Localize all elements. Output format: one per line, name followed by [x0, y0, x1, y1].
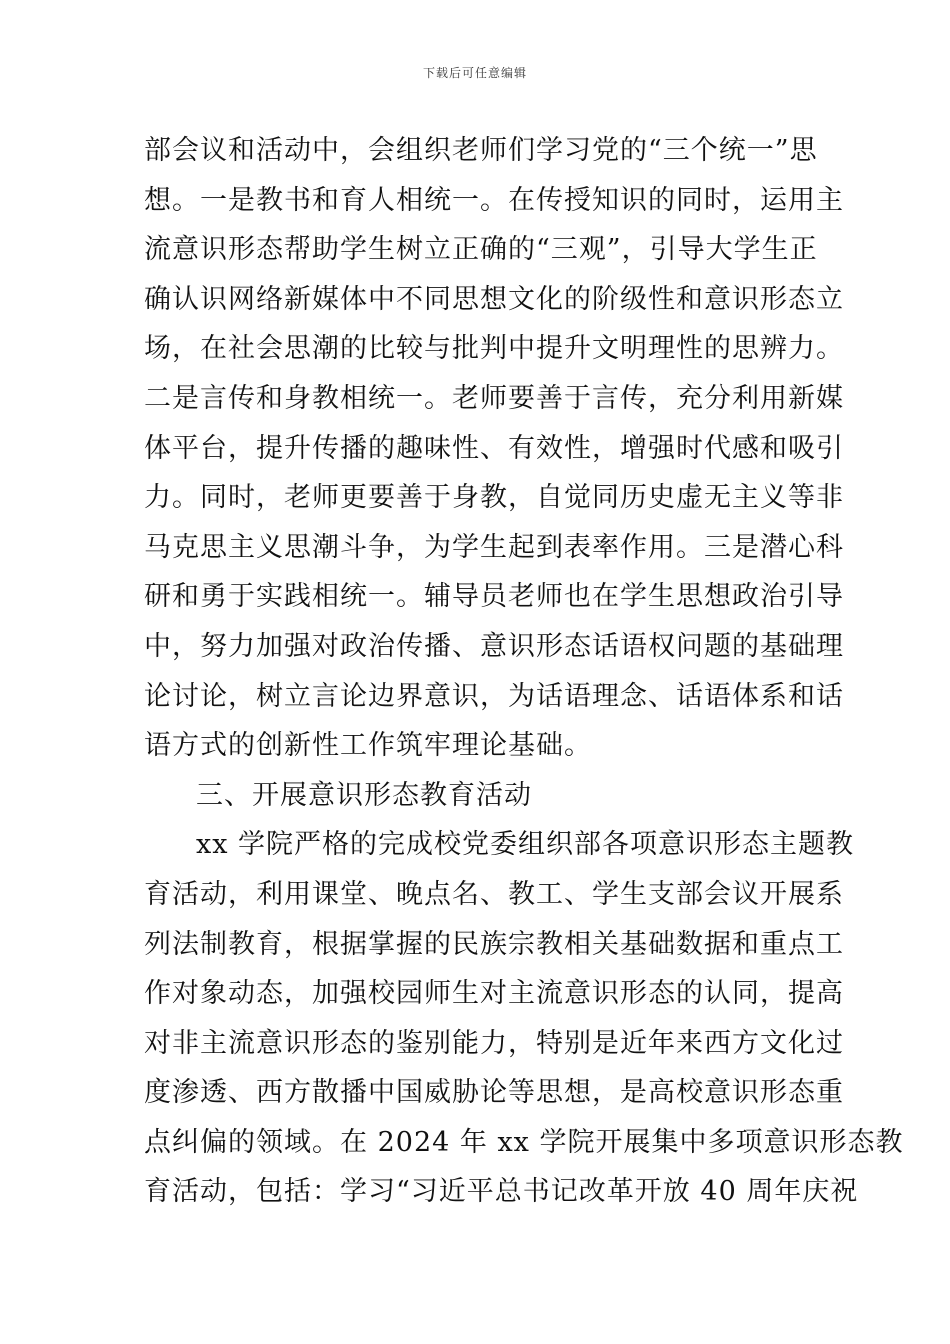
paragraph-line: 研和勇于实践相统一。辅导员老师也在学生思想政治引导 — [144, 581, 844, 613]
header-note: 下载后可任意编辑 — [422, 66, 527, 80]
paragraph-line: 度渗透、西方散播中国威胁论等思想，是高校意识形态重 — [144, 1077, 844, 1109]
paragraph-line: 力。同时，老师更要善于身教，自觉同历史虚无主义等非 — [144, 482, 844, 514]
paragraph-line: 作对象动态，加强校园师生对主流意识形态的认同，提高 — [144, 978, 844, 1010]
paragraph-line: 语方式的创新性工作筑牢理论基础。 — [144, 730, 592, 762]
paragraph-line: 场，在社会思潮的比较与批判中提升文明理性的思辨力。 — [144, 333, 844, 365]
paragraph-line: 体平台，提升传播的趣味性、有效性，增强时代感和吸引 — [144, 432, 844, 464]
paragraph-line: 部会议和活动中，会组织老师们学习党的“三个统一”思 — [144, 135, 818, 166]
paragraph-line: 二是言传和身教相统一。老师要善于言传，充分利用新媒 — [144, 382, 844, 414]
paragraph-line: 对非主流意识形态的鉴别能力，特别是近年来西方文化过 — [144, 1027, 844, 1059]
paragraph-line: 育活动，包括：学习“习近平总书记改革开放 40 周年庆祝 — [144, 1176, 859, 1208]
paragraph-line: 列法制教育，根据掌握的民族宗教相关基础数据和重点工 — [144, 928, 844, 960]
paragraph-line: xx 学院严格的完成校党委组织部各项意识形态主题教 — [196, 829, 855, 861]
paragraph-line: 点纠偏的领域。在 2024 年 xx 学院开展集中多项意识形态教 — [144, 1126, 904, 1158]
paragraph-line: 流意识形态帮助学生树立正确的“三观”，引导大学生正 — [144, 234, 818, 266]
paragraph-line: 想。一是教书和育人相统一。在传授知识的同时，运用主 — [144, 184, 844, 216]
paragraph-line: 论讨论，树立言论边界意识，为话语理念、话语体系和话 — [144, 680, 844, 712]
paragraph-line: 确认识网络新媒体中不同思想文化的阶级性和意识形态立 — [144, 283, 844, 315]
paragraph-line: 中，努力加强对政治传播、意识形态话语权问题的基础理 — [144, 630, 844, 662]
document-body — [144, 126, 904, 1217]
paragraph-line: 马克思主义思潮斗争，为学生起到表率作用。三是潜心科 — [144, 531, 844, 563]
paragraph-line: 育活动，利用课堂、晚点名、教工、学生支部会议开展系 — [144, 878, 844, 910]
section-heading: 三、开展意识形态教育活动 — [196, 779, 532, 811]
